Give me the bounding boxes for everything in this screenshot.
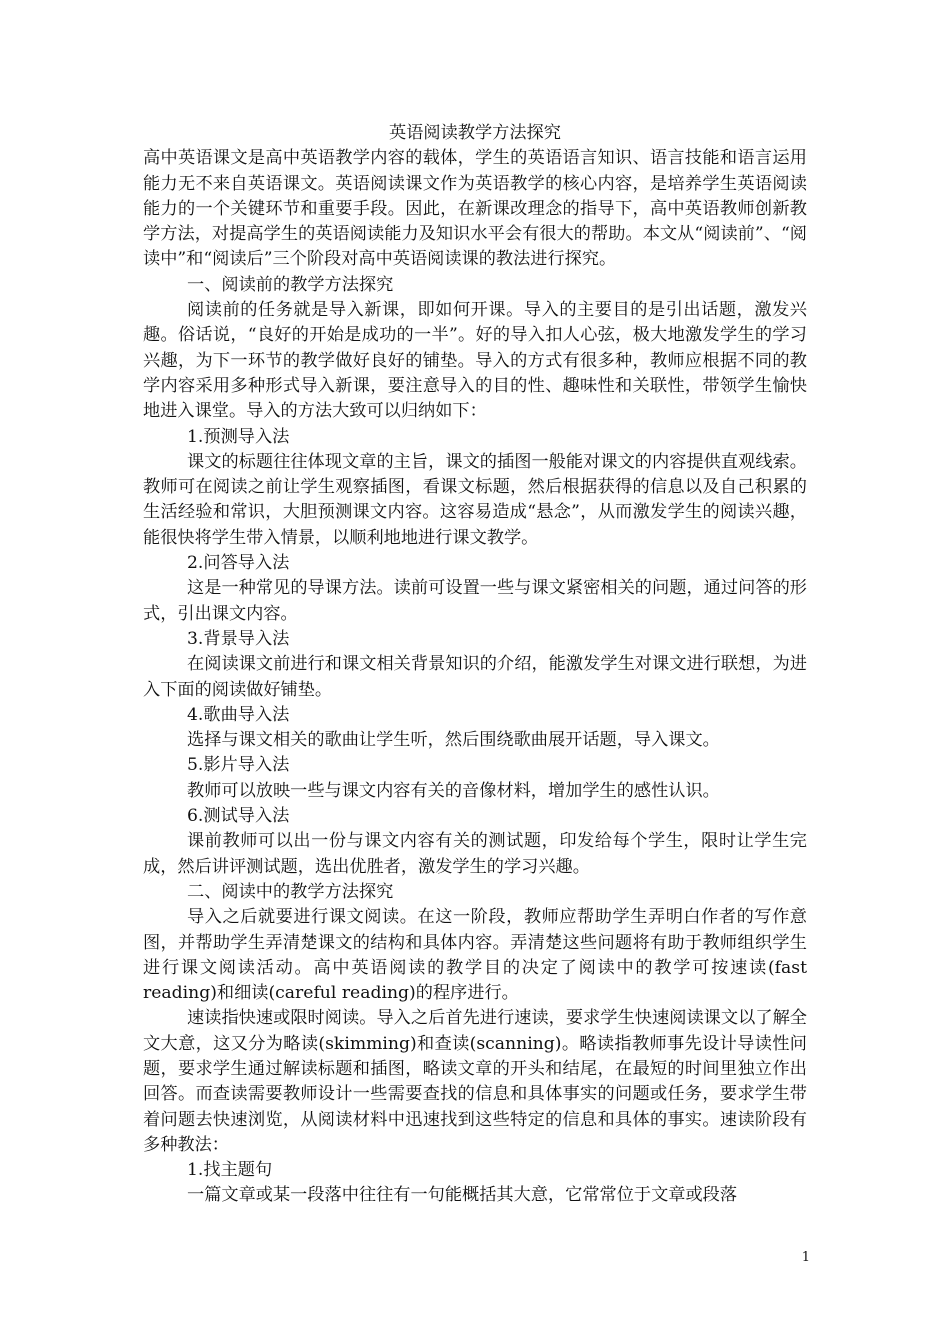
method-1-heading: 1.预测导入法: [187, 426, 290, 447]
method-5-paragraph: 教师可以放映一些与课文内容有关的音像材料，增加学生的感性认识。: [187, 780, 720, 801]
section-2-paragraph-2: 速读指快速或限时阅读。导入之后首先进行速读，要求学生快速阅读课文以了解全文大意，这又分为略读(skimming)和查读(scanning)。略读指教师事先设计导读性问题，要求学生通过解读标题和插图，略读文章的开头和结尾，在最短的时间里独立作出回答。而查读需要教师设计一些需要查找的信息和具体事实的问题或任务，要求学生带着问题去快速浏览，从阅读材料中迅速找到这些特定的信息和具体的事实。速读阶段有多种教法：: [143, 1008, 807, 1155]
method-4-paragraph: 选择与课文相关的歌曲让学生听，然后围绕歌曲展开话题，导入课文。: [187, 730, 720, 751]
method-6-heading: 6.测试导入法: [187, 806, 290, 827]
section-2-paragraph-1: 导入之后就要进行课文阅读。在这一阶段，教师应帮助学生弄明白作者的写作意图，并帮助学生弄清楚课文的结构和具体内容。弄清楚这些问题将有助于教师组织学生进行课文阅读活动。高中英语阅读的教学目的决定了阅读中的教学可按速读(fast reading)和细读(careful reading)的程序进行。: [143, 907, 807, 1004]
method-5-heading: 5.影片导入法: [187, 755, 290, 776]
section-1-heading: 一、阅读前的教学方法探究: [187, 274, 394, 295]
section-2-heading: 二、阅读中的教学方法探究: [187, 881, 394, 902]
method-2-heading: 2.问答导入法: [187, 553, 290, 574]
method-6-paragraph: 课前教师可以出一份与课文内容有关的测试题，印发给每个学生，限时让学生完成，然后讲评测试题，选出优胜者，激发学生的学习兴趣。: [143, 831, 807, 877]
method-4-heading: 4.歌曲导入法: [187, 704, 290, 725]
document-title: 英语阅读教学方法探究: [389, 123, 561, 143]
page-number: 1: [801, 1250, 810, 1265]
intro-paragraph: 高中英语课文是高中英语教学内容的载体，学生的英语语言知识、语言技能和语言运用能力无不来自英语课文。英语阅读课文作为英语教学的核心内容，是培养学生英语阅读能力的一个关键环节和重要手段。因此，在新课改理念的指导下，高中英语教师创新教学方法，对提高学生的英语阅读能力及知识水平会有很大的帮助。本文从“阅读前”、“阅读中”和“阅读后”三个阶段对高中英语阅读课的教法进行探究。: [143, 148, 807, 270]
technique-1-paragraph: 一篇文章或某一段落中往往有一句能概括其大意，它常常位于文章或段落: [187, 1185, 738, 1206]
method-3-paragraph: 在阅读课文前进行和课文相关背景知识的介绍，能激发学生对课文进行联想，为进入下面的阅读做好铺垫。: [143, 654, 807, 700]
technique-1-heading: 1.找主题句: [187, 1160, 273, 1181]
method-2-paragraph: 这是一种常见的导课方法。读前可设置一些与课文紧密相关的问题，通过问答的形式，引出课文内容。: [143, 578, 807, 624]
section-1-paragraph: 阅读前的任务就是导入新课，即如何开课。导入的主要目的是引出话题，激发兴趣。俗话说，“良好的开始是成功的一半”。好的导入扣人心弦，极大地激发学生的学习兴趣，为下一环节的教学做好良好的铺垫。导入的方式有很多种，教师应根据不同的教学内容采用多种形式导入新课，要注意导入的目的性、趣味性和关联性，带领学生愉快地进入课堂。导入的方法大致可以归纳如下：: [143, 300, 807, 422]
document-page: [143, 121, 807, 1209]
method-3-heading: 3.背景导入法: [187, 628, 290, 649]
method-1-paragraph: 课文的标题往往体现文章的主旨，课文的插图一般能对课文的内容提供直观线索。教师可在阅读之前让学生观察插图，看课文标题，然后根据获得的信息以及自己积累的生活经验和常识，大胆预测课文内容。这容易造成“悬念”，从而激发学生的阅读兴趣，能很快将学生带入情景，以顺利地地进行课文教学。: [143, 451, 807, 548]
